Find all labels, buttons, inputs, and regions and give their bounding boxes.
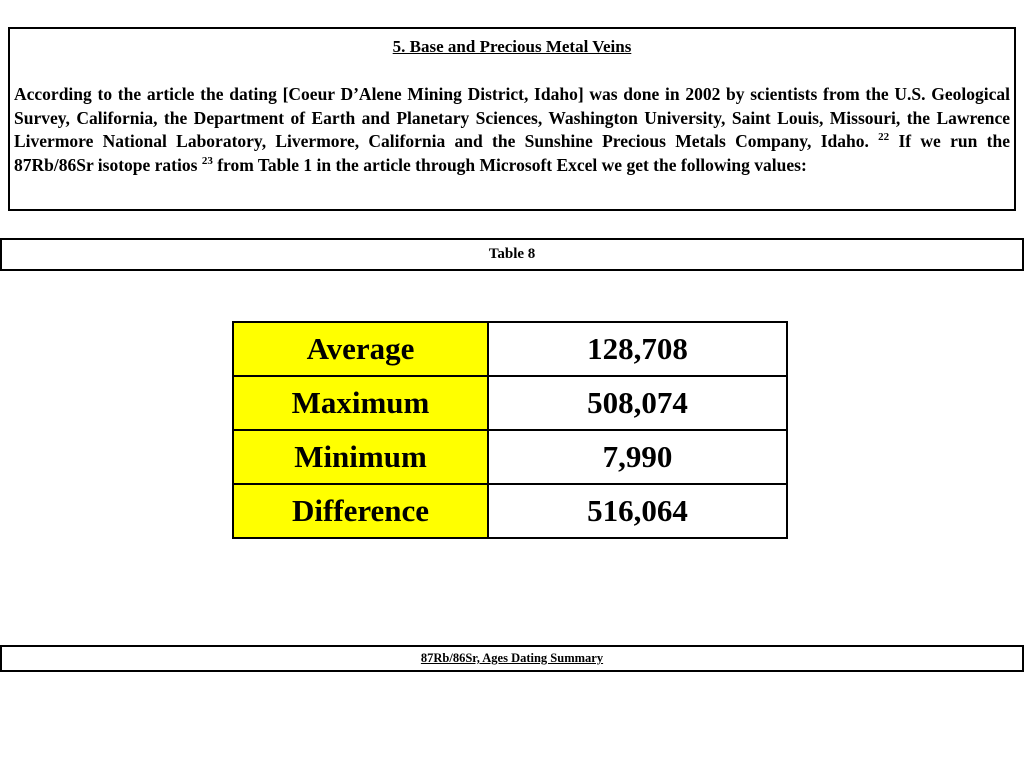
table-caption: Table 8 [488, 246, 536, 262]
footnote-ref-23: 23 [201, 154, 213, 167]
stat-label-cell: Minimum [233, 430, 488, 484]
table-caption-box [0, 238, 1024, 271]
section-box [8, 27, 1016, 211]
stat-value-cell: 7,990 [488, 430, 787, 484]
summary-box [0, 645, 1024, 672]
paragraph-text-3: from Table 1 in the article through Microsoft Excel we get the following values: [212, 154, 807, 175]
stats-table [232, 321, 788, 539]
paragraph-text-2: If we run the 87Rb/86Sr isotope ratios [14, 131, 1010, 175]
stat-value-cell: 508,074 [488, 376, 787, 430]
section-title: 5. Base and Precious Metal Veins [392, 37, 632, 56]
summary-heading: 87Rb/86Sr, Ages Dating Summary [420, 651, 604, 665]
stat-label-cell: Difference [233, 484, 488, 538]
section-paragraph [14, 83, 1010, 177]
stat-label-cell: Average [233, 322, 488, 376]
stat-value-cell: 128,708 [488, 322, 787, 376]
paragraph-text-1: According to the article the dating [Coeur D’Alene Mining District, Idaho] was done in 2002 by scientists from the U.S. Geological Survey, California, the Department of Earth and Planetary Sciences, Washington University, Saint Louis, Missouri, the Lawrence Livermore National Laboratory, Livermore, California and the Sunshine Precious Metals Company, Idaho. [14, 84, 1010, 152]
table-row [233, 322, 787, 376]
table-row [233, 376, 787, 430]
stat-label-cell: Maximum [233, 376, 488, 430]
table-row [233, 484, 787, 538]
table-row [233, 430, 787, 484]
stat-value-cell: 516,064 [488, 484, 787, 538]
footnote-ref-22: 22 [878, 131, 890, 144]
